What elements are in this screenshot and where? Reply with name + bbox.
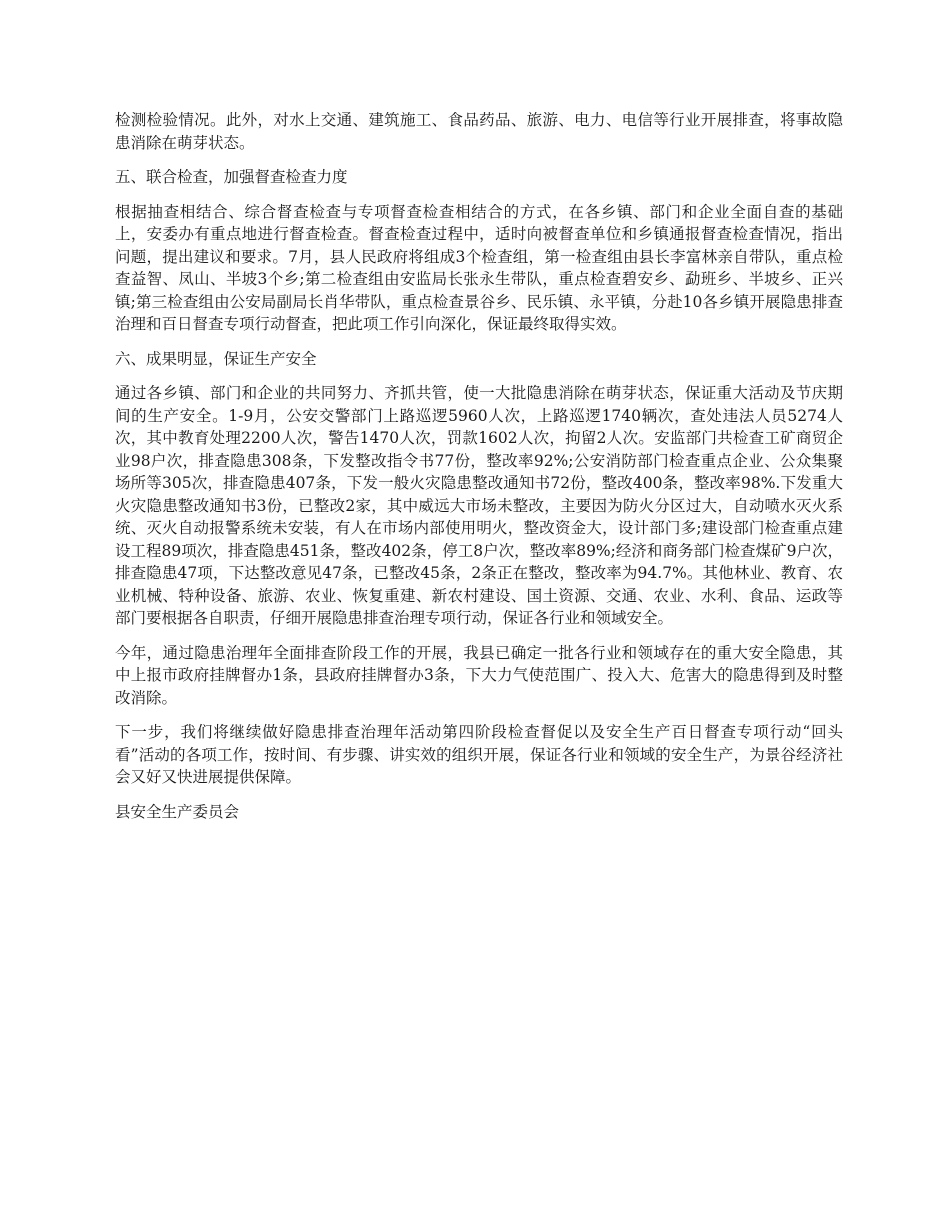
paragraph-next-steps: 下一步，我们将继续做好隐患排查治理年活动第四阶段检查督促以及安全生产百日督查专项行动“回头看”活动的各项工作，按时间、有步骤、讲实效的组织开展，保证各行业和领域的安全生产，为景谷经济社会又好又快进展提供保障。 [115, 723, 843, 786]
document-body [115, 109, 843, 835]
paragraph-joint-inspection: 根据抽查相结合、综合督查检查与专项督查检查相结合的方式，在各乡镇、部门和企业全面自查的基础上，安委办有重点地进行督查检查。督查检查过程中，适时向被督查单位和乡镇通报督查检查情况，指出问题，提出建议和要求。7月，县人民政府将组成3个检查组，第一检查组由县长李富林亲自带队，重点检查益智、凤山、半坡3个乡;第二检查组由安监局长张永生带队，重点检查碧安乡、勐班乡、半坡乡、正兴镇;第三检查组由公安局副局长肖华带队，重点检查景谷乡、民乐镇、永平镇，分赴10各乡镇开展隐患排查治理和百日督查专项行动督查，把此项工作引向深化，保证最终取得实效。 [115, 202, 843, 333]
paragraph-results: 通过各乡镇、部门和企业的共同努力、齐抓共管，使一大批隐患消除在萌芽状态，保证重大活动及节庆期间的生产安全。1-9月，公安交警部门上路巡逻5960人次，上路巡逻1740辆次，查处违法人员5274人次，其中教育处理2200人次，警告1470人次，罚款1602人次，拘留2人次。安监部门共检查工矿商贸企业98户次，排查隐患308条，下发整改指令书77份，整改率92%;公安消防部门检查重点企业、公众集聚场所等305次，排查隐患407条，下发一般火灾隐患整改通知书72份，整改400条，整改率98%.下发重大火灾隐患整改通知书3份，已整改2家，其中威远大市场未整改，主要因为防火分区过大，自动喷水灭火系统、灭火自动报警系统未安装，有人在市场内部使用明火，整改资金大，设计部门多;建设部门检查重点建设工程89项次，排查隐患451条，整改402条，停工8户次，整改率89%;经济和商务部门检查煤矿9户次，排查隐患47项，下达整改意见47条，已整改45条，2条正在整改，整改率为94.7%。其他林业、教育、农业机械、特种设备、旅游、农业、恢复重建、新农村建设、国土资源、交通、农业、水利、食品、运政等部门要根据各自职责，仔细开展隐患排查治理专项行动，保证各行业和领域安全。 [115, 384, 843, 627]
paragraph-major-hazards: 今年，通过隐患治理年全面排查阶段工作的开展，我县已确定一批各行业和领域存在的重大安全隐患，其中上报市政府挂牌督办1条，县政府挂牌督办3条，下大力气使范围广、投入大、危害大的隐患得到及时整改消除。 [115, 643, 843, 707]
signature-committee: 县安全生产委员会 [115, 802, 240, 821]
section-heading-results: 六、成果明显，保证生产安全 [115, 349, 317, 368]
paragraph-inspection-summary: 检测检验情况。此外，对水上交通、建筑施工、食品药品、旅游、电力、电信等行业开展排查，将事故隐患消除在萌芽状态。 [115, 111, 843, 152]
section-heading-joint-inspection: 五、联合检查，加强督查检查力度 [115, 168, 348, 186]
